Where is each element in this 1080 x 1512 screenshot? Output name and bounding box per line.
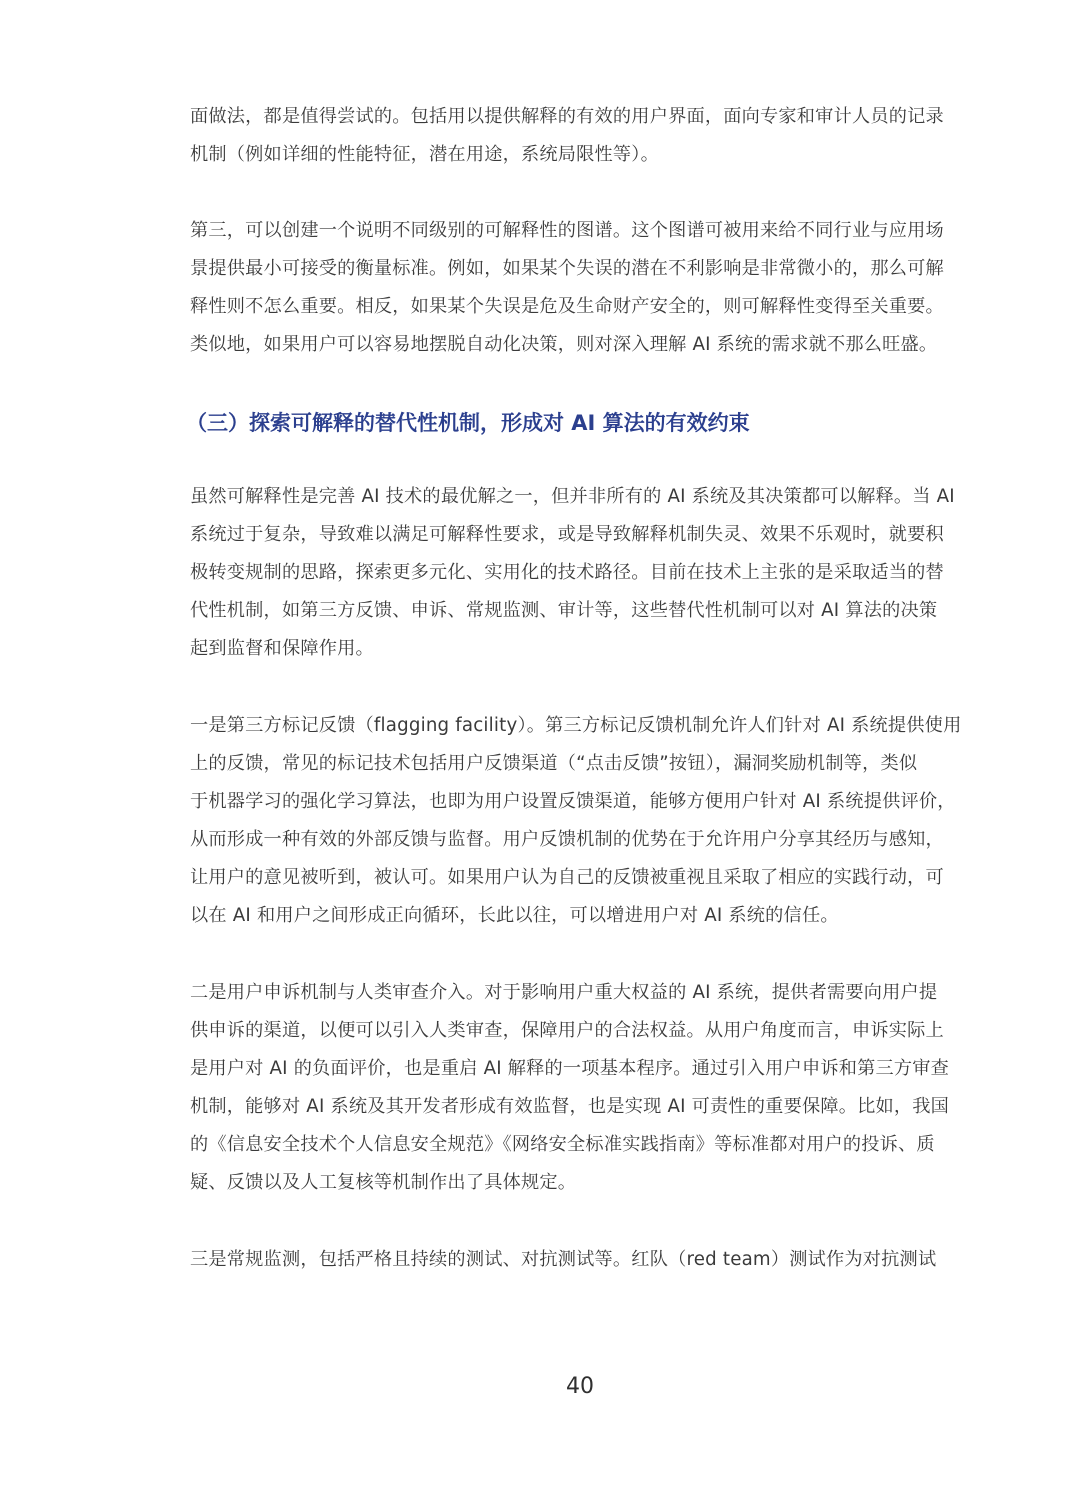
text-line: 上的反馈，常见的标记技术包括用户反馈渠道（“点击反馈”按钮），漏洞奖励机制等，类似 [190, 753, 918, 774]
text-line: 以在 AI 和用户之间形成正向循环，长此以往，可以增进用户对 AI 系统的信任。 [190, 905, 839, 926]
text-line: 一是第三方标记反馈（flagging facility）。第三方标记反馈机制允许人们针对 AI 系统提供使用 [190, 715, 962, 736]
text-line: 供申诉的渠道，以便可以引入人类审查，保障用户的合法权益。从用户角度而言，申诉实际上 [190, 1020, 944, 1041]
text-line: 疑、反馈以及人工复核等机制作出了具体规定。 [190, 1172, 577, 1193]
text-line: 系统过于复杂，导致难以满足可解释性要求，或是导致解释机制失灵、效果不乐观时，就要积 [190, 524, 944, 545]
text-line: 是用户对 AI 的负面评价，也是重启 AI 解释的一项基本程序。通过引入用户申诉和第三方审查 [190, 1058, 950, 1079]
text-line: 第三，可以创建一个说明不同级别的可解释性的图谱。这个图谱可被用来给不同行业与应用场 [190, 220, 944, 241]
section-heading: （三）探索可解释的替代性机制，形成对 AI 算法的有效约束 [186, 411, 750, 435]
text-line: 机制（例如详细的性能特征，潜在用途，系统局限性等）。 [190, 144, 659, 165]
text-line: 景提供最小可接受的衡量标准。例如，如果某个失误的潜在不利影响是非常微小的，那么可解 [190, 258, 944, 279]
text-line: 于机器学习的强化学习算法，也即为用户设置反馈渠道，能够方便用户针对 AI 系统提供评价， [190, 791, 956, 812]
text-line: 类似地，如果用户可以容易地摆脱自动化决策，则对深入理解 AI 系统的需求就不那么旺盛。 [190, 334, 938, 355]
text-line: 机制，能够对 AI 系统及其开发者形成有效监督，也是实现 AI 可责性的重要保障。比如，我国 [190, 1096, 950, 1117]
text-line: 从而形成一种有效的外部反馈与监督。用户反馈机制的优势在于允许用户分享其经历与感知， [190, 829, 944, 850]
page-number: 40 [566, 1374, 594, 1399]
text-line: 的《信息安全技术个人信息安全规范》《网络安全标准实践指南》等标准都对用户的投诉、质 [190, 1134, 935, 1155]
text-line: 虽然可解释性是完善 AI 技术的最优解之一，但并非所有的 AI 系统及其决策都可以解释。当 AI [190, 486, 955, 507]
text-line: 代性机制，如第三方反馈、申诉、常规监测、审计等，这些替代性机制可以对 AI 算法的决策 [190, 600, 938, 621]
text-line: 面做法，都是值得尝试的。包括用以提供解释的有效的用户界面，面向专家和审计人员的记录 [190, 106, 944, 127]
text-line: 释性则不怎么重要。相反，如果某个失误是危及生命财产安全的，则可解释性变得至关重要。 [190, 296, 944, 317]
text-line: 二是用户申诉机制与人类审查介入。对于影响用户重大权益的 AI 系统，提供者需要向用户提 [190, 982, 938, 1003]
text-line: 三是常规监测，包括严格且持续的测试、对抗测试等。红队（red team）测试作为对抗测试 [190, 1249, 937, 1270]
text-line: 让用户的意见被听到，被认可。如果用户认为自己的反馈被重视且采取了相应的实践行动，可 [190, 867, 944, 888]
text-line: 起到监督和保障作用。 [190, 638, 374, 659]
text-line: 极转变规制的思路，探索更多元化、实用化的技术路径。目前在技术上主张的是采取适当的替 [190, 562, 944, 583]
